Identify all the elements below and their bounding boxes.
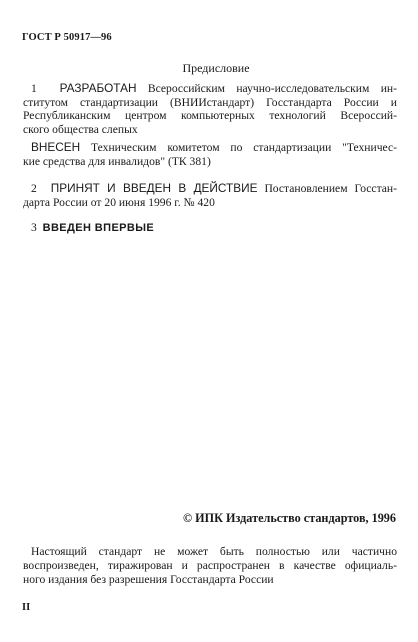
paragraph-number: 3 <box>31 221 37 234</box>
paragraph-adopted-line-2: дарта России от 20 июня 1996 г. № 420 <box>23 195 215 209</box>
paragraph-developed <box>23 82 397 136</box>
paragraph-first-line-1 <box>23 221 397 236</box>
paragraph-lead: ВНЕСЕН <box>31 140 81 154</box>
reproduction-notice <box>23 545 397 586</box>
document-header: ГОСТ Р 50917—96 <box>22 32 112 43</box>
notice-line-2: воспроизведен, тиражирован и распространен в качестве официаль- <box>23 558 397 572</box>
paragraph-number: 1 <box>31 82 37 95</box>
paragraph-lead: РАЗРАБОТАН <box>59 81 137 95</box>
page-number: II <box>22 602 31 613</box>
paragraph-lead: ВВЕДЕН ВПЕРВЫЕ <box>42 222 155 234</box>
notice-line-1: Настоящий стандарт не может быть полностью или частично <box>31 545 397 558</box>
paragraph-introduced <box>23 141 397 168</box>
paragraph-number: 2 <box>31 182 37 195</box>
copyright-line: © ИПК Издательство стандартов, 1996 <box>182 511 396 525</box>
paragraph-developed-line-1: 1 РАЗРАБОТАН Всероссийским научно-исследовательским ин- <box>31 81 397 95</box>
paragraph-adopted <box>23 182 397 209</box>
paragraph-developed-line-4: ского общества слепых <box>23 122 138 136</box>
section-heading: Предисловие <box>182 61 250 75</box>
paragraph-developed-line-3: Республиканским центром компьютерных технологий Всероссий- <box>23 109 397 123</box>
paragraph-lead: ПРИНЯТ И ВВЕДЕН В ДЕЙСТВИЕ <box>50 181 258 195</box>
paragraph-adopted-line-1: 2 ПРИНЯТ И ВВЕДЕН В ДЕЙСТВИЕ Постановлением Госстан- <box>31 181 397 195</box>
paragraph-introduced-line-1: ВНЕСЕН Техническим комитетом по стандартизации "Техничес- <box>31 140 397 154</box>
paragraph-introduced-line-2: кие средства для инвалидов" (ТК 381) <box>23 154 211 168</box>
notice-line-3: ного издания без разрешения Госстандарта России <box>23 572 274 586</box>
paragraph-first-introduced <box>23 221 397 236</box>
paragraph-developed-line-2: ститутом стандартизации (ВНИИстандарт) Госстандарта России и <box>23 95 397 109</box>
